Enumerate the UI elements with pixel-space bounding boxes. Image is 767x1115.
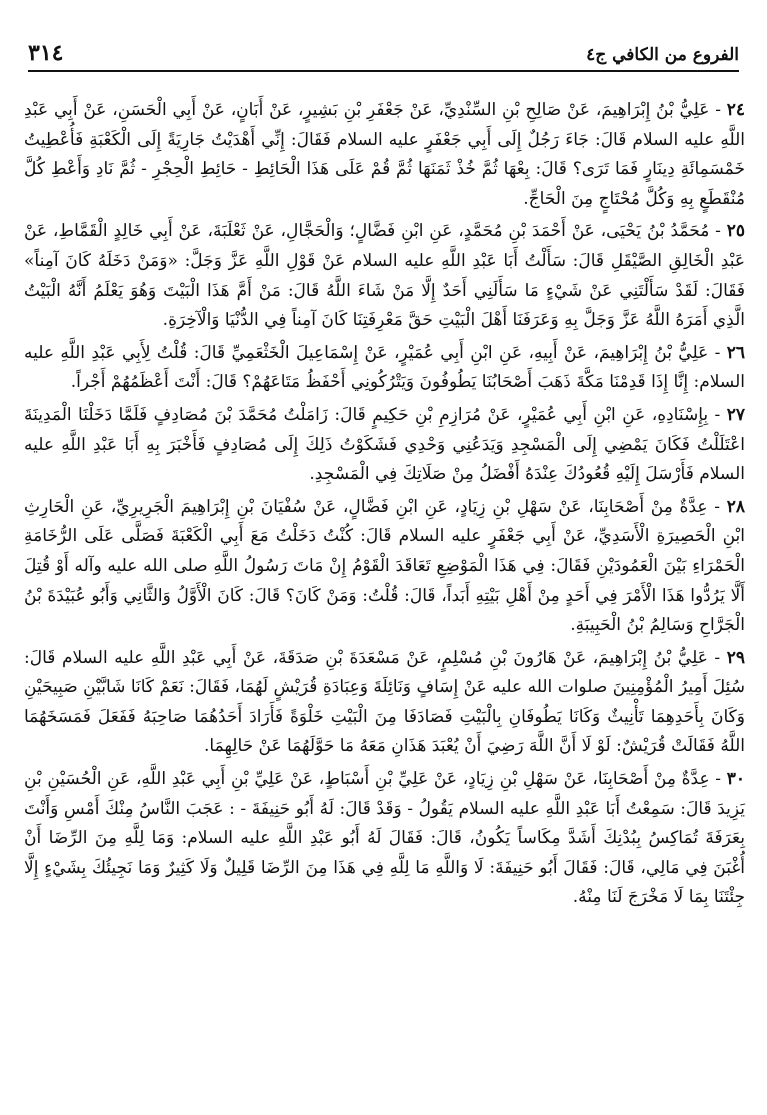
hadith-text: عَلِيُّ بْنُ إِبْرَاهِيمَ، عَنْ هَارُونَ بْنِ مُسْلِمٍ، عَنْ مَسْعَدَةَ بْنِ صَدَقَةَ، عَنْ أَبِي عَبْدِ اللَّهِ عليه السلام قَالَ: سُئِلَ أَمِيرُ الْمُؤْمِنِينَ صلوات الله عليه عَنْ إِسَافٍ وَنَائِلَةَ وَعِبَادَةِ قُرَيْشٍ لَهُمَا، فَقَالَ: نَعَمْ كَانَا شَابَّيْنِ صَبِيحَيْنِ وَكَانَ بِأَحَدِهِمَا تَأْنِيثٌ وَكَانَا يَطُوفَانِ بِالْبَيْتِ فَصَادَفَا مِنَ الْبَيْتِ خَلْوَةً فَأَرَادَ أَحَدُهُمَا صَاحِبَهُ فَفَعَلَ فَمَسَخَهُمَا اللَّهُ فَقَالَتْ قُرَيْشٌ: لَوْ لَا أَنَّ اللَّهَ رَضِيَ أَنْ يُعْبَدَ هَذَانِ مَعَهُ مَا حَوَّلَهُمَا عَنْ حَالِهِمَا. <box>24 647 745 757</box>
book-title: الفروع من الكافي ج٤ <box>586 45 739 65</box>
hadith-text: بِإِسْنَادِهِ، عَنِ ابْنِ أَبِي عُمَيْرٍ، عَنْ مُرَازِمِ بْنِ حَكِيمٍ قَالَ: زَامَلْتُ مُحَمَّدَ بْنَ مُصَادِفٍ فَلَمَّا دَخَلْنَا الْمَدِينَةَ اعْتَلَلْتُ فَكَانَ يَمْضِي إِلَى الْمَسْجِدِ وَيَدَعُنِي وَحْدِي فَشَكَوْتُ ذَلِكَ إِلَى مُصَادِفٍ فَأَخْبَرَ بِهِ أَبَا عَبْدِ اللَّهِ عليه السلام فَأَرْسَلَ إِلَيْهِ قُعُودُكَ عِنْدَهُ أَفْضَلُ مِنْ صَلَاتِكَ فِي الْمَسْجِدِ. <box>24 404 745 485</box>
hadith-number: ٢٨ <box>726 496 745 517</box>
hadith-number: ٢٧ <box>726 404 745 425</box>
hadith-27: ٢٧ - بِإِسْنَادِهِ، عَنِ ابْنِ أَبِي عُمَيْرٍ، عَنْ مُرَازِمِ بْنِ حَكِيمٍ قَالَ: زَامَلْتُ مُحَمَّدَ بْنَ مُصَادِفٍ فَلَمَّا دَخَلْنَا الْمَدِينَةَ اعْتَلَلْتُ فَكَانَ يَمْضِي إِلَى الْمَسْجِدِ وَيَدَعُنِي وَحْدِي فَشَكَوْتُ ذَلِكَ إِلَى مُصَادِفٍ فَأَخْبَرَ بِهِ أَبَا عَبْدِ اللَّهِ عليه السلام فَأَرْسَلَ إِلَيْهِ قُعُودُكَ عِنْدَهُ أَفْضَلُ مِنْ صَلَاتِكَ فِي الْمَسْجِدِ. <box>24 404 745 485</box>
hadith-text: مُحَمَّدُ بْنُ يَحْيَى، عَنْ أَحْمَدَ بْنِ مُحَمَّدٍ، عَنِ ابْنِ فَضَّالٍ؛ وَالْحَجَّالِ، عَنْ ثَعْلَبَةَ، عَنْ أَبِي خَالِدٍ الْقَمَّاطِ، عَنْ عَبْدِ الْخَالِقِ الصَّيْقَلِ قَالَ: سَأَلْتُ أَبَا عَبْدِ اللَّهِ عليه السلام عَنْ قَوْلِ اللَّهِ عَزَّ وَجَلَّ: «وَمَنْ دَخَلَهُ كَانَ آمِناً» فَقَالَ: لَقَدْ سَأَلْتَنِي عَنْ شَيْءٍ مَا سَأَلَنِي أَحَدٌ إِلَّا مَنْ شَاءَ اللَّهُ قَالَ: مَنْ أَمَّ هَذَا الْبَيْتَ وَهُوَ يَعْلَمُ أَنَّهُ الْبَيْتُ الَّذِي أَمَرَهُ اللَّهُ عَزَّ وَجَلَّ بِهِ وَعَرَفَنَا أَهْلَ الْبَيْتِ حَقَّ مَعْرِفَتِنَا كَانَ آمِناً فِي الدُّنْيَا وَالْآخِرَةِ. <box>24 221 746 331</box>
hadith-text: عَلِيُّ بْنُ إِبْرَاهِيمَ، عَنْ أَبِيهِ، عَنِ ابْنِ أَبِي عُمَيْرٍ، عَنْ إِسْمَاعِيلَ الْخَثْعَمِيِّ قَالَ: قُلْتُ لِأَبِي عَبْدِ اللَّهِ عليه السلام: إِنَّا إِذَا قَدِمْنَا مَكَّةَ ذَهَبَ أَصْحَابُنَا يَطُوفُونَ وَيَتْرُكُونِي أَحْفَظُ مَتَاعَهُمْ؟ قَالَ: أَنْتَ أَعْظَمُهُمْ أَجْراً. <box>24 342 745 393</box>
hadith-25: ٢٥ - مُحَمَّدُ بْنُ يَحْيَى، عَنْ أَحْمَدَ بْنِ مُحَمَّدٍ، عَنِ ابْنِ فَضَّالٍ؛ وَالْحَجَّالِ، عَنْ ثَعْلَبَةَ، عَنْ أَبِي خَالِدٍ الْقَمَّاطِ، عَنْ عَبْدِ الْخَالِقِ الصَّيْقَلِ قَالَ: سَأَلْتُ أَبَا عَبْدِ اللَّهِ عليه السلام عَنْ قَوْلِ اللَّهِ عَزَّ وَجَلَّ: «وَمَنْ دَخَلَهُ كَانَ آمِناً» فَقَالَ: لَقَدْ سَأَلْتَنِي عَنْ شَيْءٍ مَا سَأَلَنِي أَحَدٌ إِلَّا مَنْ شَاءَ اللَّهُ قَالَ: مَنْ أَمَّ هَذَا الْبَيْتَ وَهُوَ يَعْلَمُ أَنَّهُ الْبَيْتُ الَّذِي أَمَرَهُ اللَّهُ عَزَّ وَجَلَّ بِهِ وَعَرَفَنَا أَهْلَ الْبَيْتِ حَقَّ مَعْرِفَتِنَا كَانَ آمِناً فِي الدُّنْيَا وَالْآخِرَةِ. <box>24 221 746 331</box>
hadith-number: ٢٩ <box>726 647 745 668</box>
page-header <box>28 36 739 72</box>
hadith-28: ٢٨ - عِدَّةٌ مِنْ أَصْحَابِنَا، عَنْ سَهْلِ بْنِ زِيَادٍ، عَنِ ابْنِ فَضَّالٍ، عَنْ سُفْيَانَ بْنِ إِبْرَاهِيمَ الْجَرِيرِيِّ، عَنِ الْحَارِثِ ابْنِ الْحَصِيرَةِ الْأَسَدِيِّ، عَنْ أَبِي جَعْفَرٍ عليه السلام قَالَ: كُنْتُ دَخَلْتُ مَعَ أَبِي الْكَعْبَةَ فَصَلَّى عَلَى الرُّخَامَةِ الْحَمْرَاءِ بَيْنَ الْعَمُودَيْنِ فَقَالَ: فِي هَذَا الْمَوْضِعِ تَعَاقَدَ الْقَوْمُ إِنْ مَاتَ رَسُولُ اللَّهِ صلى الله عليه وآله أَوْ قُتِلَ أَلَّا يَرُدُّوا هَذَا الْأَمْرَ فِي أَحَدٍ مِنْ أَهْلِ بَيْتِهِ أَبَداً، قَالَ: قُلْتُ: وَمَنْ كَانَ؟ قَالَ: كَانَ الْأَوَّلُ وَالثَّانِي وَأَبُو عُبَيْدَةَ بْنُ الْجَرَّاحِ وَسَالِمُ بْنُ الْحَبِيبَةِ. <box>24 496 745 636</box>
hadith-30: ٣٠ - عِدَّةٌ مِنْ أَصْحَابِنَا، عَنْ سَهْلِ بْنِ زِيَادٍ، عَنْ عَلِيِّ بْنِ أَسْبَاطٍ، عَنْ عَلِيِّ بْنِ أَبِي عَبْدِ اللَّهِ، عَنِ الْحُسَيْنِ بْنِ يَزِيدَ قَالَ: سَمِعْتُ أَبَا عَبْدِ اللَّهِ عليه السلام يَقُولُ - وَقَدْ قَالَ: لَهُ أَبُو حَنِيفَةَ - : عَجَبَ النَّاسُ مِنْكَ أَمْسِ وَأَنْتَ بِعَرَفَةَ تُمَاكِسُ بِبُدْنِكَ أَشَدَّ مِكَاساً يَكُونُ، قَالَ: فَقَالَ لَهُ أَبُو عَبْدِ اللَّهِ عليه السلام: وَمَا لِلَّهِ مِنَ الرِّضَا أَنْ أُغْبَنَ فِي مَالِي، قَالَ: فَقَالَ أَبُو حَنِيفَةَ: لَا وَاللَّهِ مَا لِلَّهِ فِي هَذَا مِنَ الرِّضَا قَلِيلٌ وَلَا كَثِيرٌ وَمَا نَجِيئُكَ بِشَيْءٍ إِلَّا جِئْتَنَا بِمَا لَا مَخْرَجَ لَنَا مِنْهُ. <box>24 769 746 908</box>
hadith-24: ٢٤ - عَلِيُّ بْنُ إِبْرَاهِيمَ، عَنْ صَالِحِ بْنِ السِّنْدِيِّ، عَنْ جَعْفَرِ بْنِ بَشِيرٍ، عَنْ أَبَانٍ، عَنْ أَبِي الْحَسَنِ، عَنْ أَبِي عَبْدِ اللَّهِ عليه السلام قَالَ: جَاءَ رَجُلٌ إِلَى أَبِي جَعْفَرٍ عليه السلام فَقَالَ: إِنِّي أَهْدَيْتُ جَارِيَةً إِلَى الْكَعْبَةِ فَأُعْطِيتُ خَمْسَمِائَةِ دِينَارٍ فَمَا تَرَى؟ قَالَ: بِعْهَا ثُمَّ خُذْ ثَمَنَهَا ثُمَّ قُمْ عَلَى هَذَا الْحَائِطِ - حَائِطِ الْحِجْرِ - ثُمَّ نَادِ وَأَعْطِ كُلَّ مُنْقَطَعٍ بِهِ وَكُلَّ مُحْتَاجٍ مِنَ الْحَاجِّ. <box>24 100 745 209</box>
hadith-29: ٢٩ - عَلِيُّ بْنُ إِبْرَاهِيمَ، عَنْ هَارُونَ بْنِ مُسْلِمٍ، عَنْ مَسْعَدَةَ بْنِ صَدَقَةَ، عَنْ أَبِي عَبْدِ اللَّهِ عليه السلام قَالَ: سُئِلَ أَمِيرُ الْمُؤْمِنِينَ صلوات الله عليه عَنْ إِسَافٍ وَنَائِلَةَ وَعِبَادَةِ قُرَيْشٍ لَهُمَا، فَقَالَ: نَعَمْ كَانَا شَابَّيْنِ صَبِيحَيْنِ وَكَانَ بِأَحَدِهِمَا تَأْنِيثٌ وَكَانَا يَطُوفَانِ بِالْبَيْتِ فَصَادَفَا مِنَ الْبَيْتِ خَلْوَةً فَأَرَادَ أَحَدُهُمَا صَاحِبَهُ فَفَعَلَ فَمَسَخَهُمَا اللَّهُ فَقَالَتْ قُرَيْشٌ: لَوْ لَا أَنَّ اللَّهَ رَضِيَ أَنْ يُعْبَدَ هَذَانِ مَعَهُ مَا حَوَّلَهُمَا عَنْ حَالِهِمَا. <box>24 647 745 757</box>
page-body <box>24 96 745 1099</box>
hadith-number: ٢٤ <box>726 100 745 120</box>
hadith-text: عِدَّةٌ مِنْ أَصْحَابِنَا، عَنْ سَهْلِ بْنِ زِيَادٍ، عَنِ ابْنِ فَضَّالٍ، عَنْ سُفْيَانَ بْنِ إِبْرَاهِيمَ الْجَرِيرِيِّ، عَنِ الْحَارِثِ ابْنِ الْحَصِيرَةِ الْأَسَدِيِّ، عَنْ أَبِي جَعْفَرٍ عليه السلام قَالَ: كُنْتُ دَخَلْتُ مَعَ أَبِي الْكَعْبَةَ فَصَلَّى عَلَى الرُّخَامَةِ الْحَمْرَاءِ بَيْنَ الْعَمُودَيْنِ فَقَالَ: فِي هَذَا الْمَوْضِعِ تَعَاقَدَ الْقَوْمُ إِنْ مَاتَ رَسُولُ اللَّهِ صلى الله عليه وآله أَوْ قُتِلَ أَلَّا يَرُدُّوا هَذَا الْأَمْرَ فِي أَحَدٍ مِنْ أَهْلِ بَيْتِهِ أَبَداً، قَالَ: قُلْتُ: وَمَنْ كَانَ؟ قَالَ: كَانَ الْأَوَّلُ وَالثَّانِي وَأَبُو عُبَيْدَةَ بْنُ الْجَرَّاحِ وَسَالِمُ بْنُ الْحَبِيبَةِ. <box>24 496 745 636</box>
hadith-number: ٣٠ <box>726 769 746 790</box>
hadith-text: عِدَّةٌ مِنْ أَصْحَابِنَا، عَنْ سَهْلِ بْنِ زِيَادٍ، عَنْ عَلِيِّ بْنِ أَسْبَاطٍ، عَنْ عَلِيِّ بْنِ أَبِي عَبْدِ اللَّهِ، عَنِ الْحُسَيْنِ بْنِ يَزِيدَ قَالَ: سَمِعْتُ أَبَا عَبْدِ اللَّهِ عليه السلام يَقُولُ - وَقَدْ قَالَ: لَهُ أَبُو حَنِيفَةَ - : عَجَبَ النَّاسُ مِنْكَ أَمْسِ وَأَنْتَ بِعَرَفَةَ تُمَاكِسُ بِبُدْنِكَ أَشَدَّ مِكَاساً يَكُونُ، قَالَ: فَقَالَ لَهُ أَبُو عَبْدِ اللَّهِ عليه السلام: وَمَا لِلَّهِ مِنَ الرِّضَا أَنْ أُغْبَنَ فِي مَالِي، قَالَ: فَقَالَ أَبُو حَنِيفَةَ: لَا وَاللَّهِ مَا لِلَّهِ فِي هَذَا مِنَ الرِّضَا قَلِيلٌ وَلَا كَثِيرٌ وَمَا نَجِيئُكَ بِشَيْءٍ إِلَّا جِئْتَنَا بِمَا لَا مَخْرَجَ لَنَا مِنْهُ. <box>24 769 745 908</box>
hadith-26: ٢٦ - عَلِيُّ بْنُ إِبْرَاهِيمَ، عَنْ أَبِيهِ، عَنِ ابْنِ أَبِي عُمَيْرٍ، عَنْ إِسْمَاعِيلَ الْخَثْعَمِيِّ قَالَ: قُلْتُ لِأَبِي عَبْدِ اللَّهِ عليه السلام: إِنَّا إِذَا قَدِمْنَا مَكَّةَ ذَهَبَ أَصْحَابُنَا يَطُوفُونَ وَيَتْرُكُونِي أَحْفَظُ مَتَاعَهُمْ؟ قَالَ: أَنْتَ أَعْظَمُهُمْ أَجْراً. <box>24 342 745 393</box>
hadith-number: ٢٥ <box>726 221 745 242</box>
hadith-number: ٢٦ <box>726 342 745 363</box>
hadith-text: عَلِيُّ بْنُ إِبْرَاهِيمَ، عَنْ صَالِحِ بْنِ السِّنْدِيِّ، عَنْ جَعْفَرِ بْنِ بَشِيرٍ، عَنْ أَبَانٍ، عَنْ أَبِي الْحَسَنِ، عَنْ أَبِي عَبْدِ اللَّهِ عليه السلام قَالَ: جَاءَ رَجُلٌ إِلَى أَبِي جَعْفَرٍ عليه السلام فَقَالَ: إِنِّي أَهْدَيْتُ جَارِيَةً إِلَى الْكَعْبَةِ فَأُعْطِيتُ خَمْسَمِائَةِ دِينَارٍ فَمَا تَرَى؟ قَالَ: بِعْهَا ثُمَّ خُذْ ثَمَنَهَا ثُمَّ قُمْ عَلَى هَذَا الْحَائِطِ - حَائِطِ الْحِجْرِ - ثُمَّ نَادِ وَأَعْطِ كُلَّ مُنْقَطَعٍ بِهِ وَكُلَّ مُحْتَاجٍ مِنَ الْحَاجِّ. <box>24 100 745 209</box>
page-number: ٣١٤ <box>28 40 64 66</box>
